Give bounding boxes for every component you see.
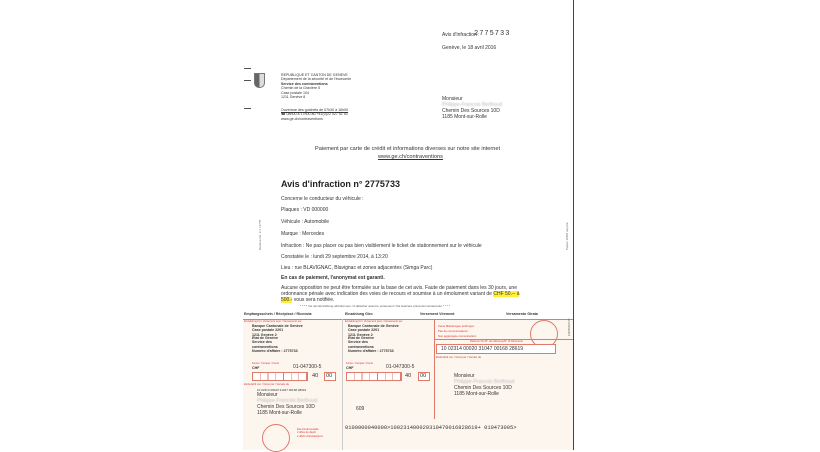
beneficiary-line: contraventions — [348, 344, 374, 349]
slip-divider — [434, 319, 435, 419]
sender-line: REPUBLIQUE ET CANTON DE GENEVE — [281, 73, 348, 77]
bank-line: Case postale 2201 — [252, 328, 284, 333]
beneficiary-line: contraventions — [252, 344, 278, 349]
fold-mark — [244, 68, 251, 69]
sender-line: Département de la sécurité et de l'économie — [281, 77, 352, 82]
notice-label: Avis d'infraction : — [442, 32, 480, 38]
reference-label: Referenz-Nr./N° de référence/N° di riferimento — [470, 340, 523, 343]
plates-value: Plaques : VD 000000 — [281, 207, 329, 213]
amount-cents: 00 — [420, 373, 427, 379]
payer-label: Einbezahlt von / Versé par / Versato da — [244, 383, 289, 386]
beneficiary-line: Numéro d'affaire : 2775733 — [252, 349, 298, 354]
fold-mark — [244, 80, 251, 81]
sender-line: Service des contraventions — [281, 81, 328, 86]
note-line: Keine Mitteilungen anbringen — [438, 324, 475, 328]
sender-website: www.ge.ch/contraventions — [281, 116, 323, 121]
stamp-note-line: Die Annahmestelle — [297, 428, 319, 431]
recipient-city: 1185 Mont-sur-Rolle — [442, 114, 487, 120]
beneficiary-line: Numéro d'affaire : 2775733 — [348, 349, 394, 354]
payer-name: Philippe-Francois Berthoud — [454, 379, 515, 385]
giro-column-title: Einzahlung Giro — [345, 312, 373, 316]
opening-hours: Ouverture des guichets de 07h30 à 16h00 — [281, 108, 349, 112]
amount-range-highlight: 500.- — [281, 297, 293, 303]
virement-column-title: Versement Virement — [420, 312, 455, 316]
opposition-line-1: Aucune opposition ne peut être formulée sur la base de cet avis. Faute de paiement dans les 30 jours, une — [281, 285, 517, 291]
stamp-note-line: L'office de dépôt — [297, 431, 316, 435]
payer-city: 1185 Mont-sur-Rolle — [454, 391, 499, 397]
notice-number: 2775733 — [474, 30, 511, 38]
currency-label: CHF — [252, 366, 260, 370]
payment-info-text: Paiement par carte de crédit et informations diverses sur notre site internet — [315, 146, 500, 152]
payer-address — [257, 392, 317, 416]
location-field: Lieu : rue BLAVIGNAC, Blavignac et zones adjacentes (Simga Parc) — [281, 265, 433, 271]
notes-labels — [438, 324, 476, 339]
page-border — [573, 0, 574, 450]
amount-cents: 00 — [326, 373, 333, 379]
account-label: Konto / Compte / Conto — [252, 362, 280, 365]
bank-line: Banque Cantonale de Genève — [252, 324, 303, 328]
side-print-right: Papier 100% recyclé — [565, 222, 569, 250]
sender-line: 1211 Genève 8 — [281, 95, 306, 100]
note-line: Pas de communications — [438, 329, 468, 333]
beneficiary-line: Service des — [252, 340, 272, 345]
in-favour-label: Einzahlung für / Versement pour / Versamento per — [244, 320, 302, 323]
concerne-text: Concerne le conducteur du véhicule : — [281, 196, 364, 202]
infraction-field: Infraction : Ne pas placer ou pas bien visiblement le ticket de stationnement sur le véhicule — [281, 243, 482, 249]
account-label: Konto / Compte / Conto — [346, 362, 374, 365]
notice-title: Avis d'infraction n° 2775733 — [281, 179, 400, 189]
side-code: ESR/BVR/PVR — [568, 318, 571, 336]
ocr-coding-line: 0100000040000>100231400020310470016828619+ 010473005> — [345, 425, 517, 431]
recipient-name: Philippe-Francois Berthoud — [442, 102, 503, 108]
observed-field: Constatée le : lundi 29 septembre 2014, à 13:20 — [281, 254, 388, 260]
plates-field — [281, 207, 328, 213]
stamp-note-line: L'ufficio d'accettazione — [297, 434, 323, 438]
recipient-salutation: Monsieur — [442, 96, 463, 102]
side-print-left: Genève No. 2.1 / 2775 — [258, 219, 262, 250]
sender-line: Case postale 104 — [281, 90, 309, 95]
recipient-street: Chemin Des Sources 10D — [442, 108, 500, 114]
sender-line: Chemin de la Gravière 5 — [281, 86, 320, 91]
beneficiary-address — [348, 336, 394, 354]
geneva-coat-of-arms-logo — [254, 73, 265, 88]
payer-address-main — [454, 373, 514, 397]
payer-name: Philippe-Francois Berthoud — [257, 398, 318, 404]
payer-salutation: Monsieur — [454, 373, 475, 379]
amount-francs: 40 — [405, 373, 412, 379]
payer-city: 1185 Mont-sur-Rolle — [257, 410, 302, 416]
reference-small: 10 02314 00020 31047 00168 28619 — [257, 388, 307, 392]
code-609: 609 — [356, 406, 365, 412]
account-number: 01-047300-5 — [293, 364, 322, 370]
receipt-column-title: Empfangsschein / Récépissé / Ricevuta — [244, 312, 312, 316]
in-favour-label: Einzahlung für / Versement pour / Versamento per — [345, 320, 403, 323]
currency-label: CHF — [346, 366, 354, 370]
contraventions-link[interactable]: www.ge.ch/contraventions — [378, 154, 443, 160]
bank-line: Banque Cantonale de Genève — [348, 324, 399, 328]
girata-column-title: Versamento Girata — [506, 312, 538, 316]
beneficiary-line: Service des — [348, 340, 368, 345]
payer-street: Chemin Des Sources 10D — [454, 385, 512, 391]
beneficiary-line: Etat de Genève — [348, 336, 374, 340]
anonymity-notice: En cas de paiement, l'anonymat est garanti. — [281, 275, 385, 281]
amount-boxes — [346, 372, 402, 381]
amount-boxes — [252, 372, 308, 381]
detach-line: * * * * Vor der Einzahlung abzutrennen / A détacher avant le versement / Da staccare prima del versamento * * * * — [300, 304, 450, 308]
beneficiary-line: Etat de Genève — [252, 336, 278, 340]
bank-line: Case postale 2201 — [348, 328, 380, 333]
payer-label: Einbezahlt von / Versé par / Versato da — [436, 356, 481, 359]
sender-address — [281, 73, 351, 99]
payer-street: Chemin Des Sources 10D — [257, 404, 315, 410]
opposition-text: vous sera notifiée. — [292, 297, 335, 303]
amount-range-highlight: CHF 50.-- à — [493, 291, 520, 297]
beneficiary-address — [252, 336, 298, 354]
bank-line: 1211 Genève 2 — [252, 332, 277, 337]
opposition-line-3 — [281, 297, 334, 303]
phone-line: ☎ 08h00 à 17h00 au +41(0)22 427 51 51 — [281, 112, 348, 117]
vehicle-field: Véhicule : Automobile — [281, 219, 330, 225]
note-line: Non aggiungete comunicazioni — [438, 334, 477, 338]
payer-salutation: Monsieur — [257, 392, 278, 398]
stamp-note — [297, 428, 323, 438]
opposition-text: ordonnance pénale avec indication des voies de recours et soumise à un émolument variant de — [281, 291, 492, 297]
sender-contact — [281, 108, 348, 121]
brand-field: Marque : Mercedes — [281, 231, 325, 237]
amount-francs: 40 — [312, 373, 319, 379]
fold-mark — [244, 108, 251, 109]
stamp-circle — [262, 424, 290, 452]
recipient-address — [442, 96, 502, 120]
reference-number: 10 02314 00020 31047 00168 28619 — [441, 346, 524, 352]
account-number: 01-047300-5 — [386, 364, 415, 370]
bank-line: 1211 Genève 2 — [348, 332, 373, 337]
slip-perforation — [342, 319, 343, 450]
letter-date: Genève, le 18 avril 2016 — [442, 45, 497, 51]
